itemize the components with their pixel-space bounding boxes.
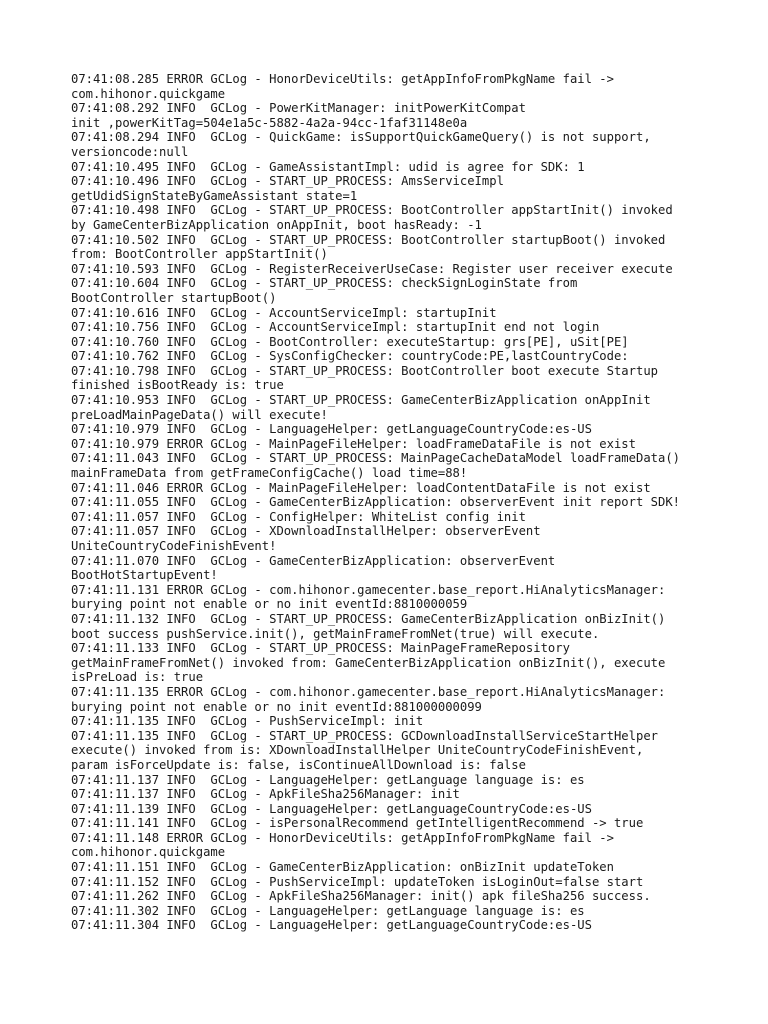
log-line: 07:41:11.141 INFO GCLog - isPersonalRecommend getIntelligentRecommend -> true [71, 816, 644, 831]
log-line: 07:41:11.135 INFO GCLog - START_UP_PROCESS: GCDownloadInstallServiceStartHelper [71, 728, 658, 743]
log-line: 07:41:11.135 INFO GCLog - PushServiceImpl: init [71, 714, 424, 729]
log-line: getMainFrameFromNet() invoked from: GameCenterBizApplication onBizInit(), execute [71, 655, 666, 670]
log-line: 07:41:10.502 INFO GCLog - START_UP_PROCESS: BootController startupBoot() invoked [71, 232, 666, 247]
log-line: 07:41:10.760 INFO GCLog - BootController: executeStartup: grs[PE], uSit[PE] [71, 334, 629, 349]
log-line: 07:41:10.979 ERROR GCLog - MainPageFileHelper: loadFrameDataFile is not exist [71, 436, 636, 451]
log-line: 07:41:11.057 INFO GCLog - ConfigHelper: WhiteList config init [71, 509, 526, 524]
log-line: 07:41:11.057 INFO GCLog - XDownloadInstallHelper: observerEvent [71, 524, 541, 539]
log-line: 07:41:08.294 INFO GCLog - QuickGame: isSupportQuickGameQuery() is not support, [71, 130, 651, 145]
log-line: com.hihonor.quickgame [71, 86, 226, 101]
log-lines [71, 72, 761, 933]
log-line: versioncode:null [71, 144, 189, 159]
log-line: 07:41:08.292 INFO GCLog - PowerKitManager: initPowerKitCompat [71, 101, 526, 116]
log-line: burying point not enable or no init eventId:8810000059 [71, 597, 468, 612]
log-line: 07:41:10.616 INFO GCLog - AccountServiceImpl: startupInit [71, 305, 497, 320]
log-line: burying point not enable or no init eventId:881000000099 [71, 699, 482, 714]
log-line: finished isBootReady is: true [71, 378, 284, 393]
log-line: init ,powerKitTag=504e1a5c-5882-4a2a-94cc-1faf31148e0a [71, 115, 468, 130]
log-line: 07:41:11.152 INFO GCLog - PushServiceImpl: updateToken isLoginOut=false start [71, 874, 644, 889]
log-line: getUdidSignStateByGameAssistant state=1 [71, 188, 358, 203]
log-line: BootController startupBoot() [71, 290, 277, 305]
log-line: 07:41:11.304 INFO GCLog - LanguageHelper: getLanguageCountryCode:es-US [71, 918, 592, 933]
log-line: 07:41:10.953 INFO GCLog - START_UP_PROCESS: GameCenterBizApplication onAppInit [71, 393, 651, 408]
log-line: preLoadMainPageData() will execute! [71, 407, 328, 422]
log-line: 07:41:11.132 INFO GCLog - START_UP_PROCESS: GameCenterBizApplication onBizInit() [71, 611, 666, 626]
log-line: 07:41:11.151 INFO GCLog - GameCenterBizApplication: onBizInit updateToken [71, 860, 614, 875]
log-line: 07:41:11.043 INFO GCLog - START_UP_PROCESS: MainPageCacheDataModel loadFrameData() [71, 451, 681, 466]
log-line: 07:41:11.070 INFO GCLog - GameCenterBizApplication: observerEvent [71, 553, 556, 568]
log-line: 07:41:11.262 INFO GCLog - ApkFileSha256Manager: init() apk fileSha256 success. [71, 889, 651, 904]
log-line: param isForceUpdate is: false, isContinueAllDownload is: false [71, 757, 526, 772]
log-line: UniteCountryCodeFinishEvent! [71, 539, 277, 553]
log-line: 07:41:10.593 INFO GCLog - RegisterReceiverUseCase: Register user receiver execute [71, 261, 673, 276]
log-line: 07:41:11.137 INFO GCLog - LanguageHelper: getLanguage language is: es [71, 772, 585, 787]
log-line: 07:41:10.762 INFO GCLog - SysConfigChecker: countryCode:PE,lastCountryCode: [71, 349, 629, 364]
log-line: 07:41:11.137 INFO GCLog - ApkFileSha256Manager: init [71, 787, 460, 802]
log-line: 07:41:11.139 INFO GCLog - LanguageHelper: getLanguageCountryCode:es-US [71, 801, 592, 816]
log-line: com.hihonor.quickgame [71, 845, 226, 860]
log-document [71, 72, 761, 933]
log-line: 07:41:10.496 INFO GCLog - START_UP_PROCESS: AmsServiceImpl [71, 174, 504, 189]
log-line: 07:41:10.498 INFO GCLog - START_UP_PROCESS: BootController appStartInit() invoked [71, 203, 673, 218]
log-line: 07:41:11.302 INFO GCLog - LanguageHelper: getLanguage language is: es [71, 903, 585, 918]
log-line: 07:41:11.135 ERROR GCLog - com.hihonor.gamecenter.base_report.HiAnalyticsManager: [71, 684, 666, 699]
log-line: isPreLoad is: true [71, 670, 204, 685]
log-line: BootHotStartupEvent! [71, 568, 218, 583]
log-line: by GameCenterBizApplication onAppInit, boot hasReady: -1 [71, 217, 482, 232]
log-line: 07:41:11.055 INFO GCLog - GameCenterBizApplication: observerEvent init report SDK! [71, 495, 681, 510]
log-line: 07:41:11.046 ERROR GCLog - MainPageFileHelper: loadContentDataFile is not exist [71, 480, 651, 495]
log-line: 07:41:10.495 INFO GCLog - GameAssistantImpl: udid is agree for SDK: 1 [71, 159, 585, 174]
log-line: 07:41:11.133 INFO GCLog - START_UP_PROCESS: MainPageFrameRepository [71, 641, 570, 656]
log-line: boot success pushService.init(), getMainFrameFromNet(true) will execute. [71, 626, 600, 641]
log-line: 07:41:10.756 INFO GCLog - AccountServiceImpl: startupInit end not login [71, 320, 600, 335]
log-line: from: BootController appStartInit() [71, 247, 328, 262]
log-line: 07:41:11.131 ERROR GCLog - com.hihonor.gamecenter.base_report.HiAnalyticsManager: [71, 582, 666, 597]
log-line: 07:41:11.148 ERROR GCLog - HonorDeviceUtils: getAppInfoFromPkgName fail -> [71, 830, 614, 845]
log-line: execute() invoked from is: XDownloadInstallHelper UniteCountryCodeFinishEvent, [71, 743, 644, 758]
log-line: mainFrameData from getFrameConfigCache() load time=88! [71, 466, 468, 481]
log-line: 07:41:08.285 ERROR GCLog - HonorDeviceUtils: getAppInfoFromPkgName fail -> [71, 72, 614, 86]
log-line: 07:41:10.979 INFO GCLog - LanguageHelper: getLanguageCountryCode:es-US [71, 422, 592, 437]
log-line: 07:41:10.798 INFO GCLog - START_UP_PROCESS: BootController boot execute Startup [71, 363, 658, 378]
log-line: 07:41:10.604 INFO GCLog - START_UP_PROCESS: checkSignLoginState from [71, 276, 578, 291]
